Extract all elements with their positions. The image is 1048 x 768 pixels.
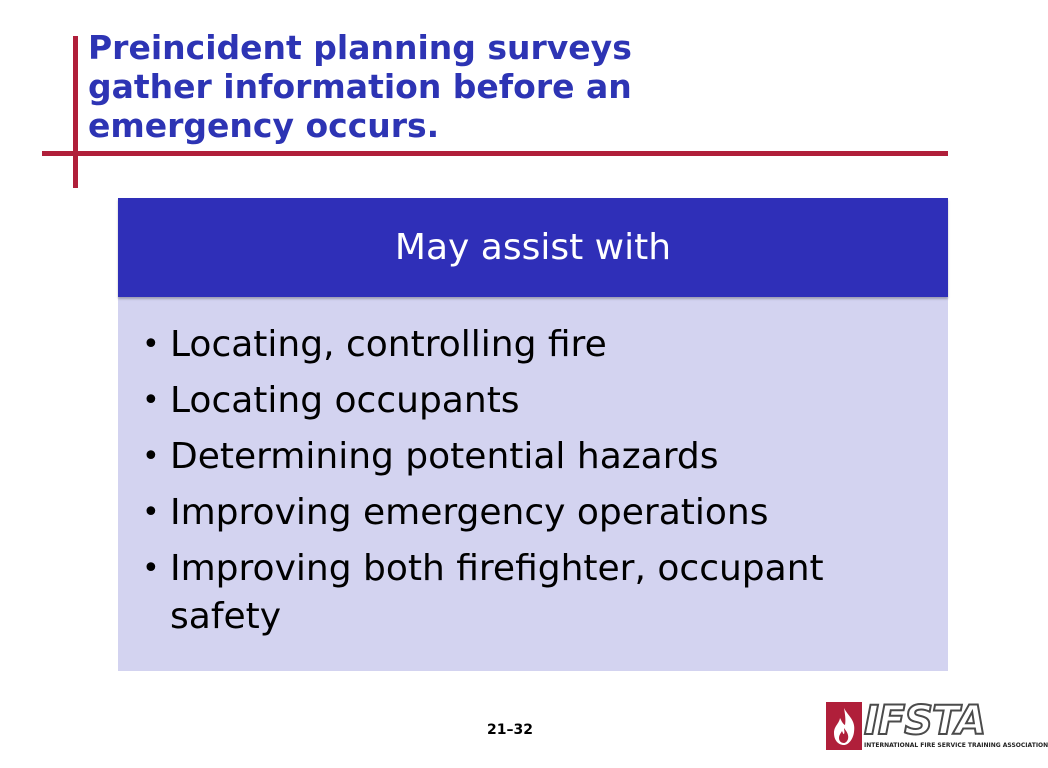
logo-wordmark: IFSTA	[864, 698, 986, 744]
list-item-text: Improving both firefighter, occupant safety	[170, 548, 824, 637]
accent-rule-horizontal	[42, 151, 948, 156]
list-item	[142, 377, 902, 425]
page-number: 21–32	[487, 722, 533, 738]
logo-tagline: INTERNATIONAL FIRE SERVICE TRAINING ASSOCIATION	[864, 742, 1048, 749]
list-item-text: Locating, controlling fire	[170, 324, 607, 365]
bullet-list	[118, 297, 902, 641]
list-item-text: Determining potential hazards	[170, 436, 719, 477]
ifsta-logo	[826, 698, 1048, 752]
content-panel	[118, 198, 948, 671]
panel-header: May assist with	[118, 198, 948, 297]
list-item-text: Improving emergency operations	[170, 492, 769, 533]
slide-title: Preincident planning surveys gather information before an emergency occurs.	[88, 28, 632, 145]
list-item	[142, 433, 902, 481]
flame-icon	[826, 702, 862, 750]
panel-body	[118, 297, 948, 671]
bullet-icon: •	[142, 383, 160, 418]
bullet-icon: •	[142, 495, 160, 530]
list-item	[142, 321, 902, 369]
list-item	[142, 489, 902, 537]
bullet-icon: •	[142, 439, 160, 474]
bullet-icon: •	[142, 327, 160, 362]
bullet-icon: •	[142, 551, 160, 586]
list-item	[142, 545, 902, 641]
list-item-text: Locating occupants	[170, 380, 520, 421]
accent-rule-vertical	[73, 36, 78, 188]
